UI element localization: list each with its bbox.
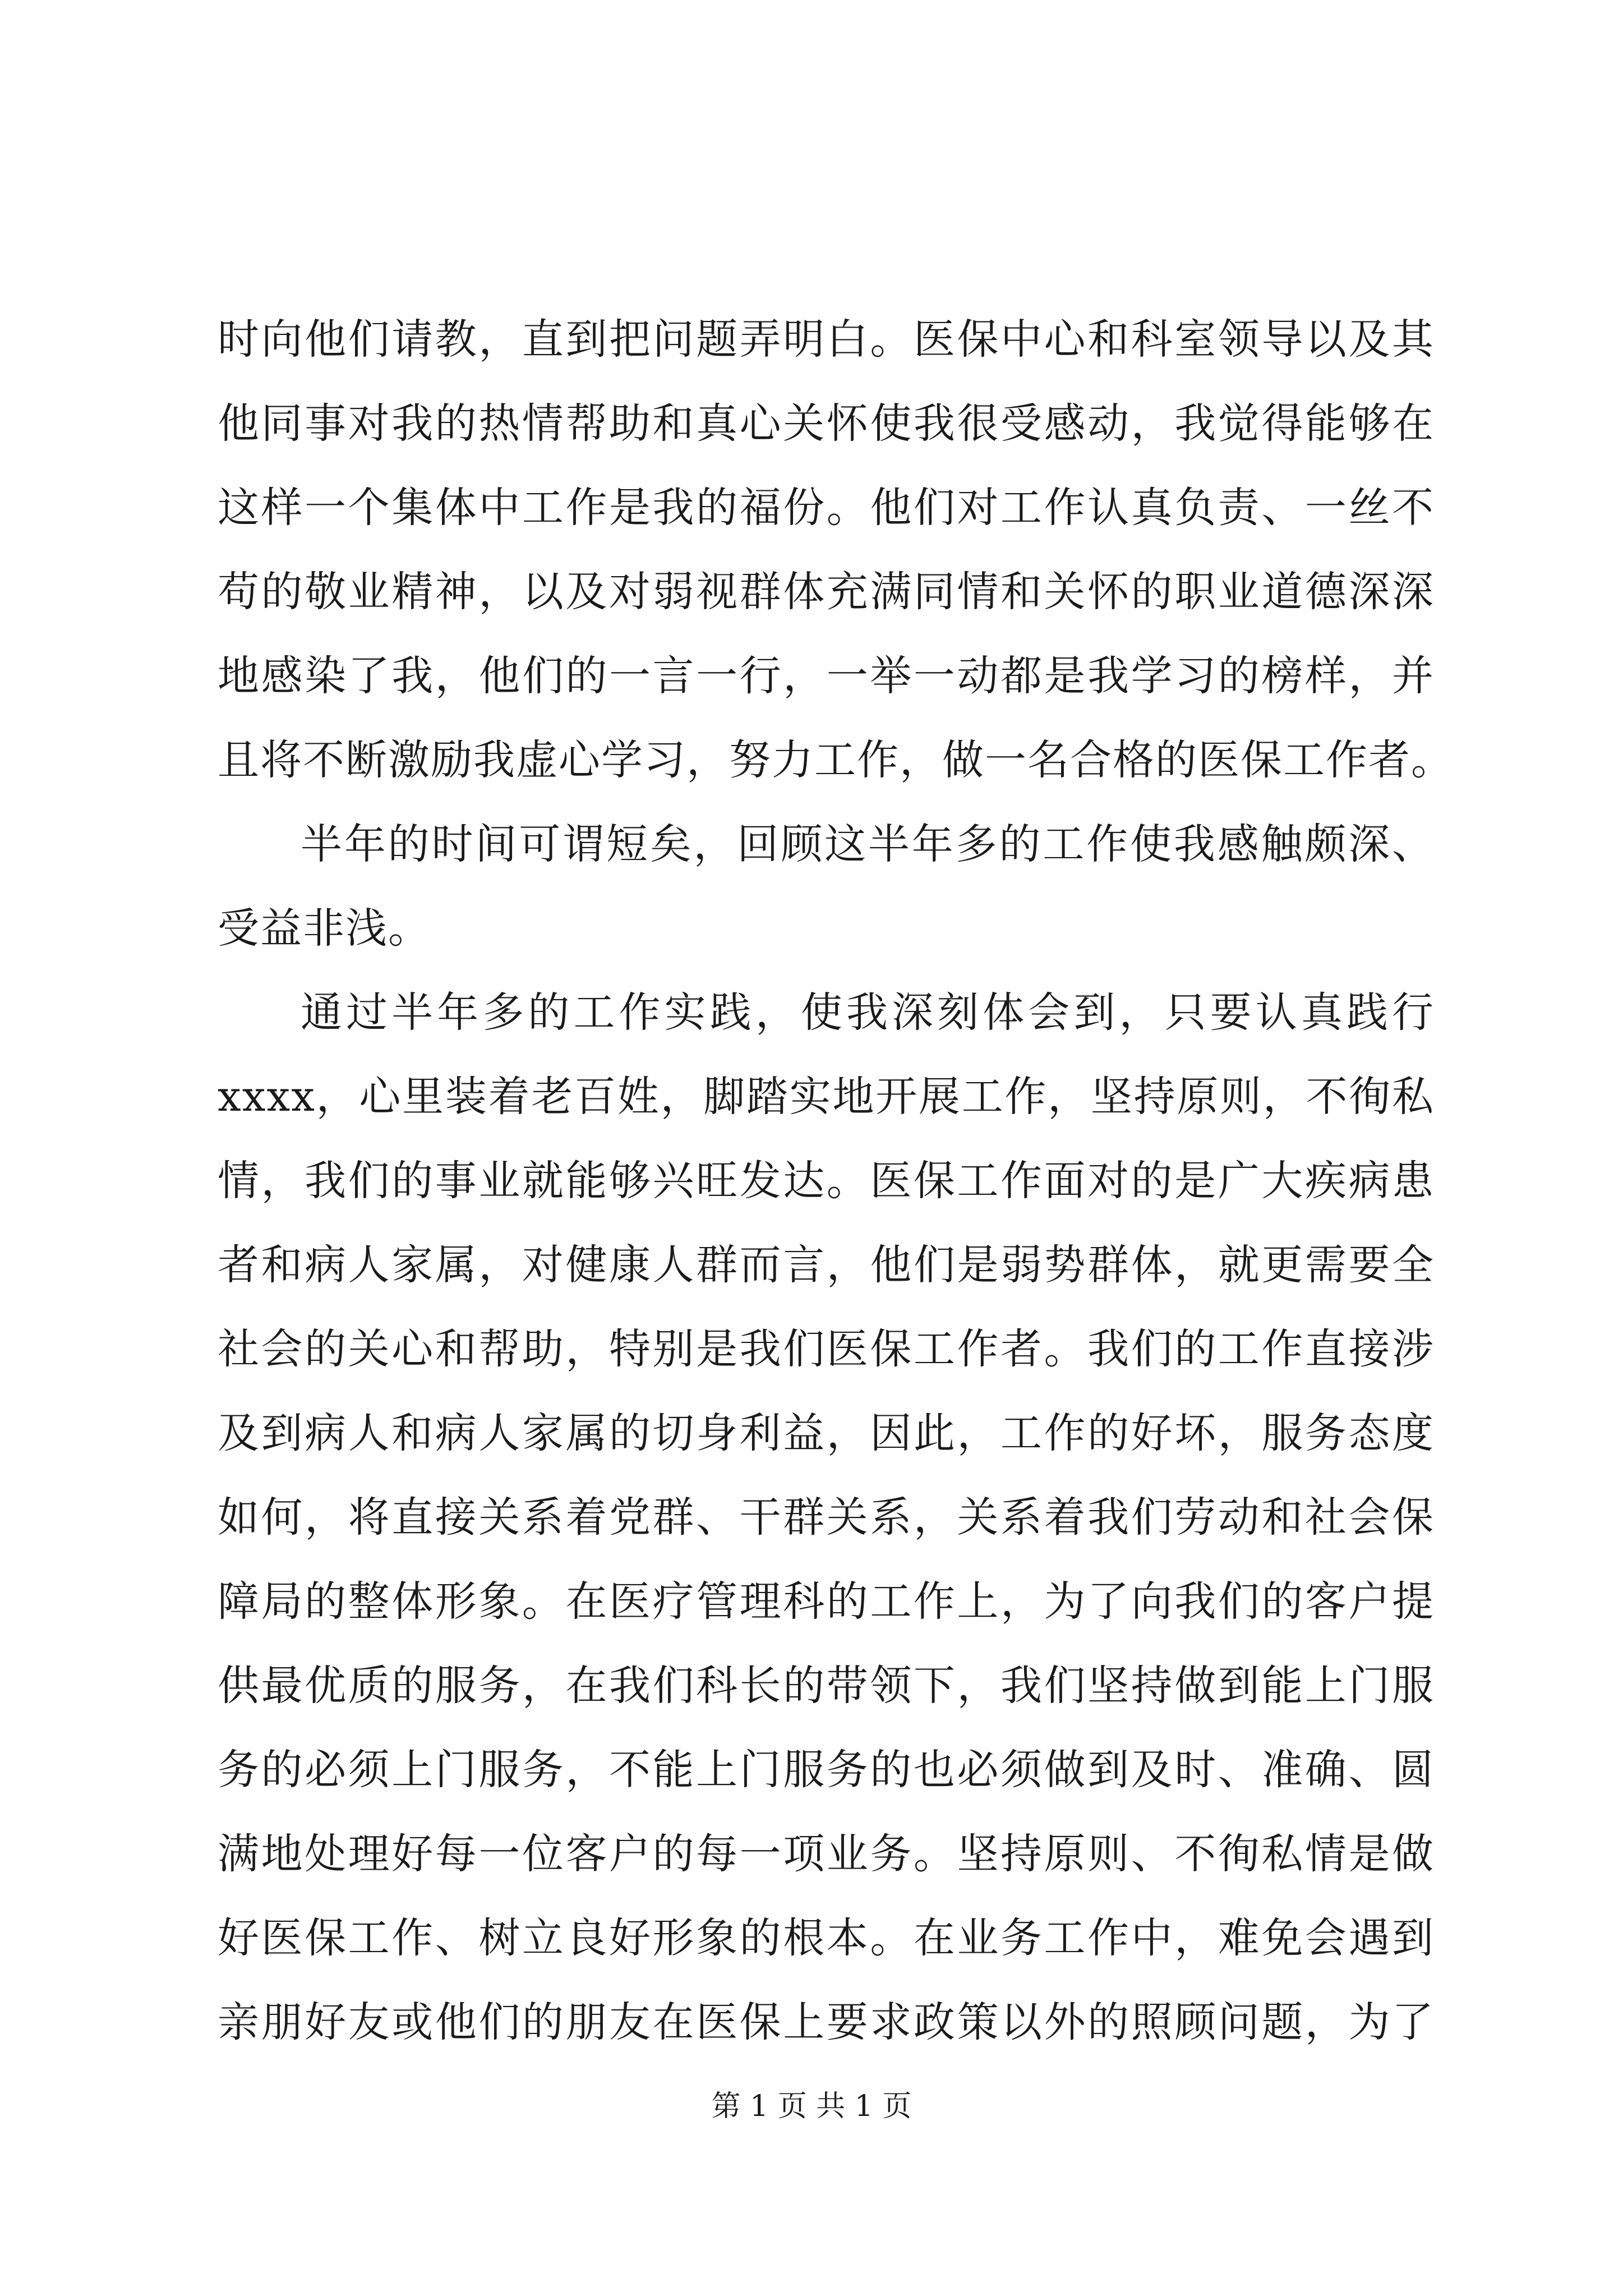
- text-line: 社会的关心和帮助，特别是我们医保工作者。我们的工作直接涉: [218, 1325, 1435, 1373]
- text-line: 半年的时间可谓短矣，回顾这半年多的工作使我感触颇深、: [301, 820, 1435, 868]
- text-line: 他同事对我的热情帮助和真心关怀使我很受感动，我觉得能够在: [218, 399, 1435, 448]
- text-line: 地感染了我，他们的一言一行，一举一动都是我学习的榜样，并: [218, 652, 1435, 700]
- document-body: [218, 297, 1454, 2064]
- text-line: 好医保工作、树立良好形象的根本。在业务工作中，难免会遇到: [218, 1914, 1435, 1962]
- page-footer: 第 1 页 共 1 页: [711, 2090, 912, 2123]
- text-line: 亲朋好友或他们的朋友在医保上要求政策以外的照顾问题，为了: [218, 1998, 1435, 2046]
- text-line: 时向他们请教，直到把问题弄明白。医保中心和科室领导以及其: [218, 315, 1435, 364]
- text-line: 及到病人和病人家属的切身利益，因此，工作的好坏，服务态度: [218, 1409, 1435, 1457]
- text-line: 障局的整体形象。在医疗管理科的工作上，为了向我们的客户提: [218, 1577, 1435, 1626]
- text-line: 且将不断激励我虚心学习，努力工作，做一名合格的医保工作者。: [218, 736, 1454, 784]
- text-line: 受益非浅。: [218, 904, 431, 953]
- text-line: 务的必须上门服务，不能上门服务的也必须做到及时、准确、圆: [218, 1746, 1435, 1794]
- text-line: 这样一个集体中工作是我的福份。他们对工作认真负责、一丝不: [218, 484, 1435, 532]
- text-line: 苟的敬业精神，以及对弱视群体充满同情和关怀的职业道德深深: [218, 568, 1435, 616]
- text-line: 如何，将直接关系着党群、干群关系，关系着我们劳动和社会保: [218, 1493, 1435, 1542]
- text-line: 情，我们的事业就能够兴旺发达。医保工作面对的是广大疾病患: [218, 1157, 1435, 1205]
- text-line: xxxx，心里装着老百姓，脚踏实地开展工作，坚持原则，不徇私: [218, 1073, 1435, 1121]
- text-line: 满地处理好每一位客户的每一项业务。坚持原则、不徇私情是做: [218, 1830, 1435, 1878]
- text-line: 供最优质的服务，在我们科长的带领下，我们坚持做到能上门服: [218, 1662, 1435, 1710]
- text-line: 者和病人家属，对健康人群而言，他们是弱势群体，就更需要全: [218, 1241, 1435, 1289]
- text-line: 通过半年多的工作实践，使我深刻体会到，只要认真践行: [301, 988, 1435, 1037]
